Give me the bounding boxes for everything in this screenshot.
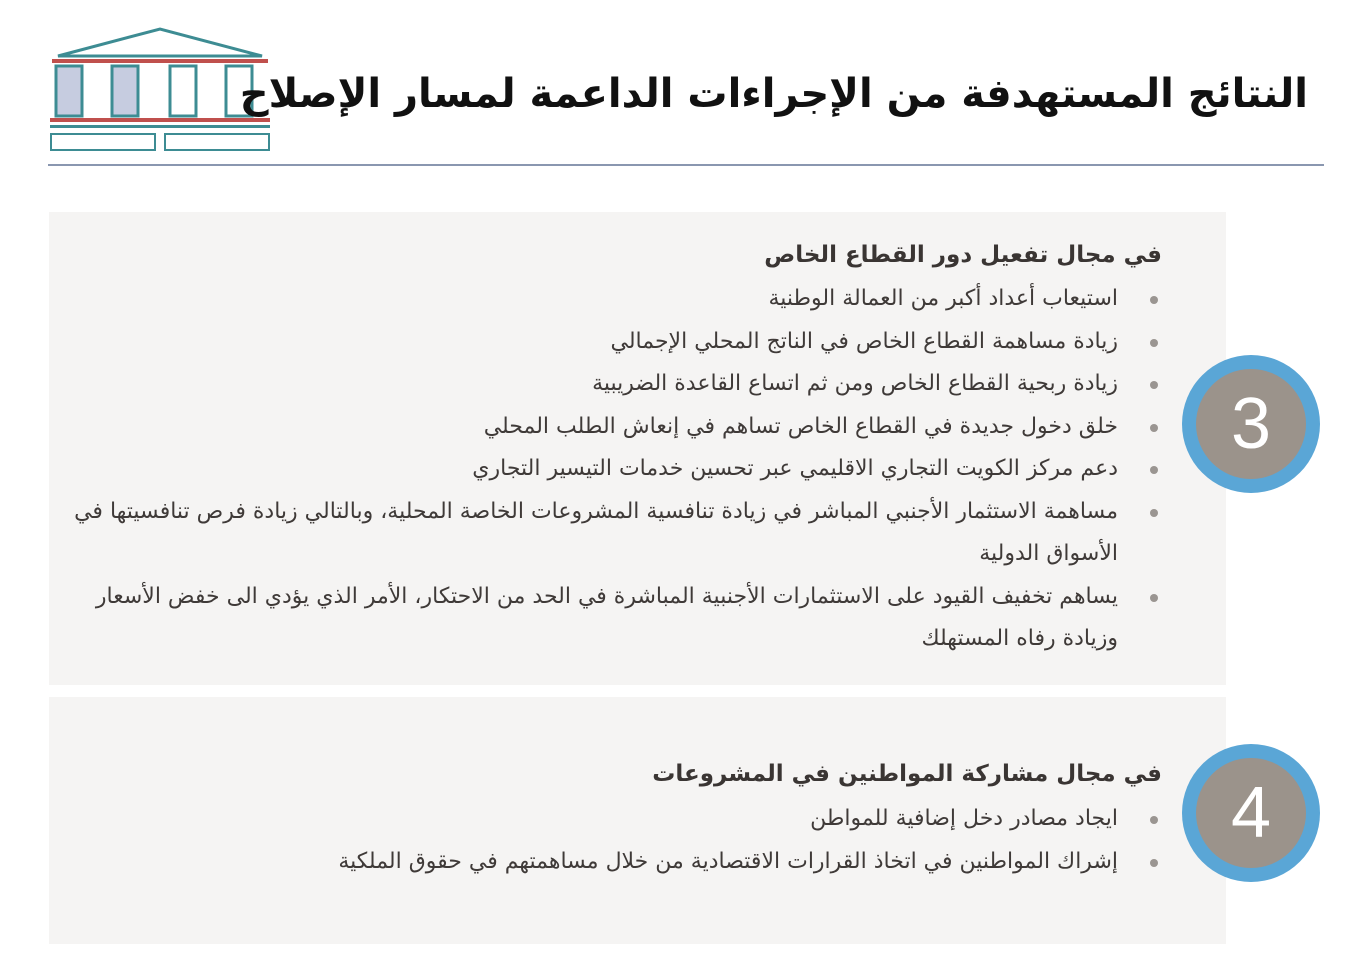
list-item-text: خلق دخول جديدة في القطاع الخاص تساهم في إنعاش الطلب المحلي bbox=[483, 413, 1118, 439]
list-item-text: زيادة ربحية القطاع الخاص ومن ثم اتساع القاعدة الضريبية bbox=[592, 371, 1118, 396]
list-item-text: مساهمة الاستثمار الأجنبي المباشر في زيادة تنافسية المشروعات الخاصة المحلية، وبالتالي زيادة فرص تنافسيتها في الأسواق الدولية bbox=[74, 498, 1118, 566]
government-building-icon bbox=[48, 26, 272, 154]
list-item-text: زيادة مساهمة القطاع الخاص في الناتج المحلي الإجمالي bbox=[610, 328, 1118, 354]
section-number: 4 bbox=[1196, 758, 1306, 868]
section-panel-citizen-participation bbox=[49, 697, 1226, 944]
section-number-badge bbox=[1182, 744, 1320, 882]
section-number: 3 bbox=[1196, 369, 1306, 479]
bullet-list bbox=[54, 278, 1164, 661]
bullet-icon bbox=[1150, 466, 1158, 474]
bullet-icon bbox=[1150, 509, 1158, 517]
list-item bbox=[64, 841, 1164, 884]
list-item bbox=[64, 798, 1164, 841]
list-item bbox=[54, 448, 1164, 491]
bullet-icon bbox=[1150, 859, 1158, 867]
bullet-icon bbox=[1150, 296, 1158, 304]
list-item bbox=[54, 406, 1164, 449]
section-number-badge bbox=[1182, 355, 1320, 493]
bullet-icon bbox=[1150, 381, 1158, 389]
bullet-icon bbox=[1150, 816, 1158, 824]
list-item-text: ايجاد مصادر دخل إضافية للمواطن bbox=[810, 806, 1118, 831]
list-item-text: استيعاب أعداد أكبر من العمالة الوطنية bbox=[768, 286, 1118, 311]
list-item bbox=[54, 491, 1164, 576]
list-item bbox=[54, 278, 1164, 321]
page-title: النتائج المستهدفة من الإجراءات الداعمة لمسار الإصلاح bbox=[239, 71, 1308, 117]
title-divider bbox=[48, 164, 1324, 166]
list-item-text: إشراك المواطنين في اتخاذ القرارات الاقتصادية من خلال مساهمتهم في حقوق الملكية bbox=[338, 848, 1118, 874]
section-panel-private-sector bbox=[49, 212, 1226, 685]
section-heading: في مجال تفعيل دور القطاع الخاص bbox=[764, 242, 1162, 268]
list-item bbox=[54, 576, 1164, 661]
list-item bbox=[54, 321, 1164, 364]
bullet-icon bbox=[1150, 339, 1158, 347]
bullet-icon bbox=[1150, 594, 1158, 602]
section-heading: في مجال مشاركة المواطنين في المشروعات bbox=[652, 761, 1162, 787]
list-item-text: يساهم تخفيف القيود على الاستثمارات الأجنبية المباشرة في الحد من الاحتكار، الأمر الذي يؤدي الى خفض الأسعار وزيادة رفاه المستهلك bbox=[95, 583, 1118, 651]
bullet-list bbox=[64, 798, 1164, 883]
bullet-icon bbox=[1150, 424, 1158, 432]
list-item bbox=[54, 363, 1164, 406]
list-item-text: دعم مركز الكويت التجاري الاقليمي عبر تحسين خدمات التيسير التجاري bbox=[472, 456, 1118, 481]
